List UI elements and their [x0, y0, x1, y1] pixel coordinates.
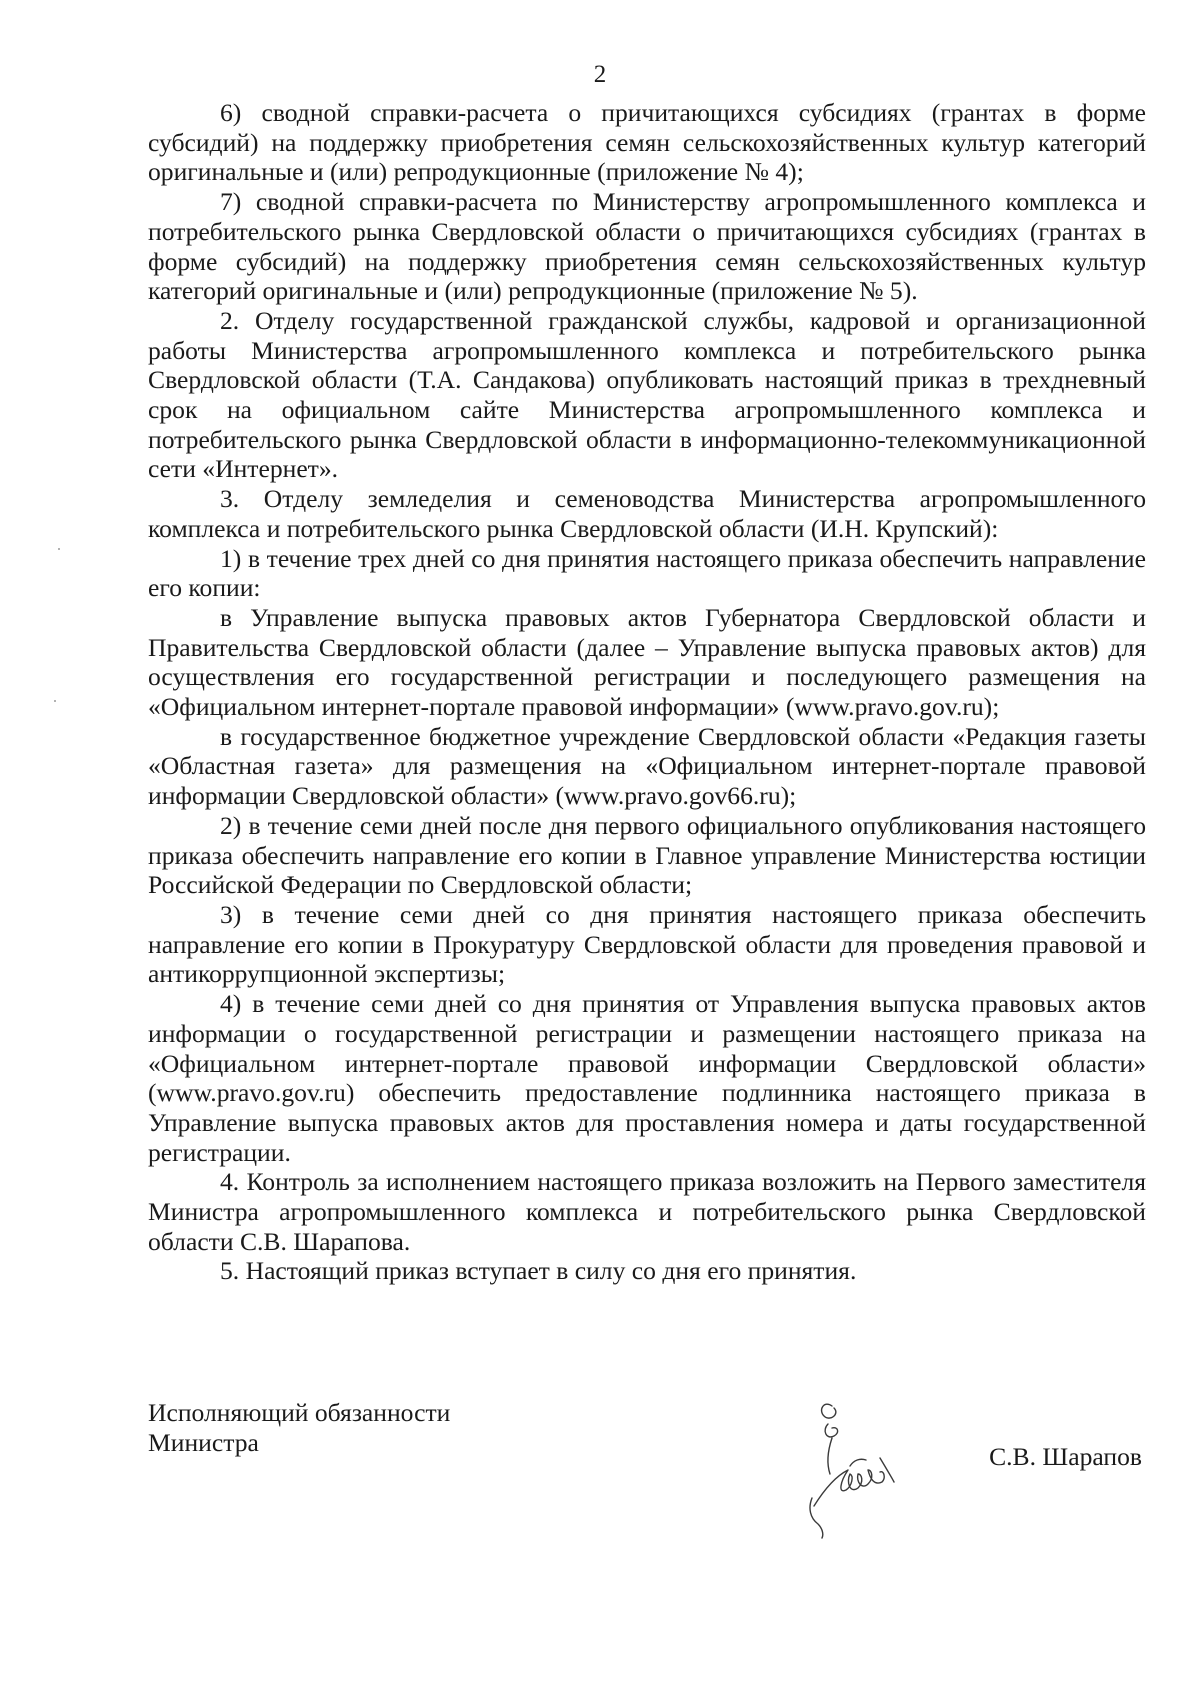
paragraph-section-3: 3. Отделу земледелия и семеноводства Министерства агропромышленного комплекса и потребительского рынка Свердловской области (И.Н. Крупский):: [148, 484, 1146, 543]
signature-block: [148, 1398, 1146, 1558]
paragraph-subitem-3: 3) в течение семи дней со дня принятия настоящего приказа обеспечить направление его копии в Прокуратуру Свердловской области для проведения правовой и антикоррупционной экспертизы;: [148, 899, 1146, 989]
scan-speck: [54, 700, 56, 702]
signatory-position: [148, 1398, 450, 1458]
signatory-name: С.В. Шарапов: [989, 1442, 1142, 1471]
paragraph-item-7: 7) сводной справки-расчета по Министерству агропромышленного комплекса и потребительского рынка Свердловской области о причитающихся субсидиях (грантах в форме субсидий) на поддержку приобретения семян сельскохозяйственных культур категорий оригинальные и (или) репродукционные (приложение № 5).: [148, 187, 1146, 306]
paragraph-section-5: 5. Настоящий приказ вступает в силу со дня его принятия.: [220, 1256, 857, 1286]
handwritten-signature: [788, 1378, 908, 1548]
signatory-position-line-2: Министра: [148, 1428, 259, 1457]
document-body: [148, 98, 1146, 1286]
paragraph-subitem-2: 2) в течение семи дней после дня первого официального опубликования настоящего приказа обеспечить направление его копии в Главное управление Министерства юстиции Российской Федерации по Свердловской области;: [148, 810, 1146, 900]
paragraph-item-6: 6) сводной справки-расчета о причитающихся субсидиях (грантах в форме субсидий) на поддержку приобретения семян сельскохозяйственных культур категорий оригинальные и (или) репродукционные (приложение № 4);: [148, 98, 1146, 187]
paragraph-subitem-1: 1) в течение трех дней со дня принятия настоящего приказа обеспечить направление его копии:: [148, 543, 1146, 603]
paragraph-subitem-4: 4) в течение семи дней со дня принятия от Управления выпуска правовых актов информации о государственной регистрации и размещении настоящего приказа на «Официальном интернет-портале правовой информации Свердловской области» (www.pravo.gov.ru) обеспечить предоставление подлинника настоящего приказа в Управление выпуска правовых актов для проставления номера и даты государственной регистрации.: [148, 989, 1146, 1167]
paragraph-section-4: 4. Контроль за исполнением настоящего приказа возложить на Первого заместителя Министра агропромышленного комплекса и потребительского рынка Свердловской области С.В. Шарапова.: [148, 1167, 1146, 1256]
signatory-position-line-1: Исполняющий обязанности: [148, 1398, 451, 1427]
paragraph-recipient-2: в государственное бюджетное учреждение Свердловской области «Редакция газеты «Областная газета» для размещения на «Официальном интернет-портале правовой информации Свердловской области» (www.pravo.gov66.ru);: [148, 721, 1146, 811]
paragraph-recipient-1: в Управление выпуска правовых актов Губернатора Свердловской области и Правительства Свердловской области (далее – Управление выпуска правовых актов) для осуществления его государственной регистрации и последующего размещения на «Официальном интернет-портале правовой информации» (www.pravo.gov.ru);: [148, 602, 1146, 722]
paragraph-section-2: 2. Отделу государственной гражданской службы, кадровой и организационной работы Министерства агропромышленного комплекса и потребительского рынка Свердловской области (Т.А. Сандакова) опубликовать настоящий приказ в трехдневный срок на официальном сайте Министерства агропромышленного комплекса и потребительского рынка Свердловской области в информационно-телекоммуникационной сети «Интернет».: [148, 305, 1146, 484]
page-number: 2: [593, 61, 607, 88]
scan-speck: [58, 548, 60, 550]
